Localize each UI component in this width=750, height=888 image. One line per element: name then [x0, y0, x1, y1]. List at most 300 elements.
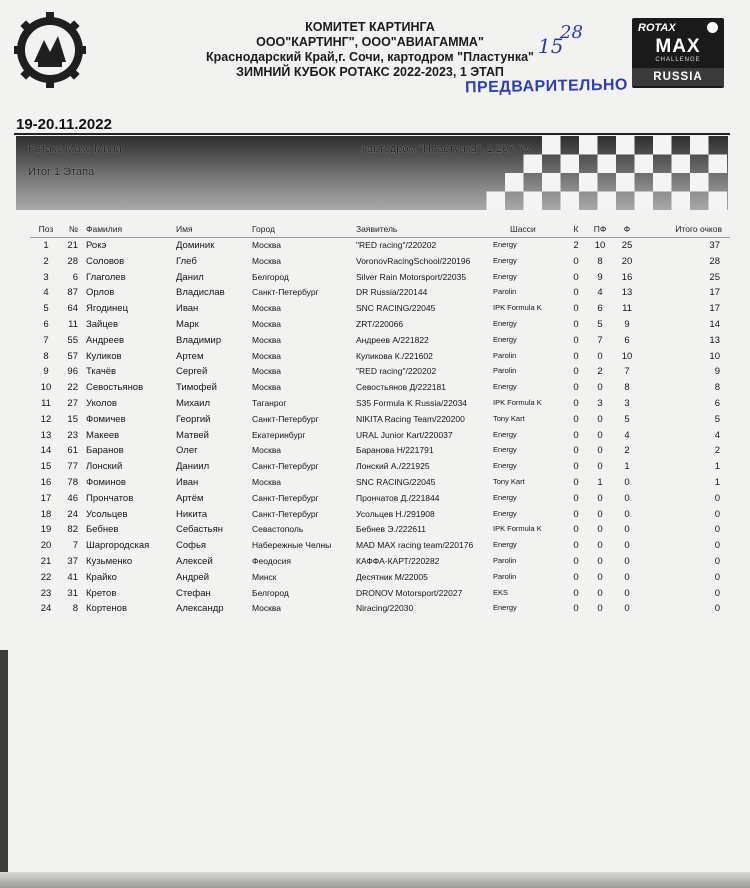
- cell-pos: 14: [40, 445, 52, 457]
- cell-pf: 3: [597, 397, 603, 409]
- cell-num: 57: [67, 350, 78, 362]
- table-header: [30, 224, 730, 238]
- table-row: [30, 477, 730, 493]
- cell-total: 0: [714, 492, 720, 504]
- cell-city: Санкт-Петербург: [252, 287, 319, 298]
- cell-pf: 0: [597, 413, 603, 425]
- cell-chassis: Energy: [493, 334, 517, 344]
- cell-surname: Фомичев: [86, 413, 126, 425]
- table-row: [30, 414, 730, 430]
- cell-total: 17: [709, 303, 720, 315]
- cell-surname: Ягодинец: [86, 303, 129, 315]
- cell-num: 64: [67, 303, 78, 315]
- cell-city: Таганрог: [252, 397, 287, 408]
- cell-surname: Кузьменко: [86, 555, 133, 567]
- cell-city: Москва: [252, 350, 282, 361]
- cell-num: 6: [72, 271, 78, 283]
- cell-pf: 9: [597, 271, 603, 283]
- cell-surname: Соловов: [86, 255, 125, 267]
- cell-f: 25: [621, 240, 633, 251]
- cell-pf: 1: [597, 476, 603, 488]
- cell-chassis: Energy: [493, 508, 517, 518]
- col-k: К: [573, 224, 579, 234]
- table-row: [30, 572, 730, 588]
- rotax-challenge: CHALLENGE: [655, 57, 701, 63]
- cell-entrant: SNC RACING/22045: [356, 476, 436, 487]
- col-pf: ПФ: [593, 224, 607, 234]
- cell-pos: 12: [40, 413, 52, 425]
- cell-total: 25: [709, 271, 720, 283]
- cell-k: 0: [573, 334, 579, 346]
- cell-surname: Ткачёв: [86, 366, 117, 378]
- cell-entrant: Прончатов Д./221844: [356, 492, 440, 503]
- rotax-max: MAX: [655, 36, 701, 57]
- cell-k: 0: [573, 303, 579, 315]
- cell-total: 0: [714, 571, 720, 583]
- document-header: [170, 20, 570, 80]
- header-line-3: Краснодарский Край,г. Сочи, картодром "Пластунка": [206, 50, 534, 64]
- cell-total: 10: [709, 350, 720, 362]
- cell-surname: Севостьянов: [86, 382, 144, 394]
- cell-name: Артем: [176, 350, 204, 362]
- cell-pf: 0: [597, 524, 603, 536]
- cell-num: 77: [67, 461, 78, 473]
- background-edge: [0, 650, 8, 888]
- table-row: [30, 445, 730, 461]
- cell-chassis: Parolin: [493, 366, 517, 376]
- cell-entrant: DR Russia/220144: [356, 287, 428, 298]
- cell-k: 0: [573, 287, 579, 299]
- cell-k: 0: [573, 540, 579, 552]
- cell-k: 0: [573, 429, 579, 441]
- cell-k: 0: [573, 366, 579, 378]
- cell-surname: Андреев: [86, 334, 125, 346]
- cell-total: 9: [714, 366, 720, 378]
- cell-pos: 13: [40, 429, 52, 441]
- cell-pos: 18: [40, 508, 52, 520]
- cell-city: Набережные Челны: [252, 540, 332, 551]
- cell-entrant: Андреев А/221822: [356, 334, 429, 345]
- cell-k: 0: [573, 397, 579, 409]
- cell-name: Алексей: [176, 555, 213, 567]
- cell-entrant: MAD MAX racing team/220176: [356, 540, 474, 551]
- cell-city: Санкт-Петербург: [252, 461, 319, 472]
- cell-k: 0: [573, 587, 579, 599]
- cell-name: Доминик: [176, 240, 215, 251]
- cell-name: Владислав: [176, 287, 225, 299]
- cell-pf: 0: [597, 445, 603, 457]
- table-row: [30, 398, 730, 414]
- cell-entrant: URAL Junior Kart/220037: [356, 429, 453, 440]
- results-table: [30, 224, 730, 619]
- cell-num: 22: [67, 382, 78, 394]
- col-f: Ф: [623, 224, 631, 234]
- cell-pos: 8: [43, 350, 49, 362]
- cell-name: Александр: [176, 603, 224, 615]
- cell-pf: 0: [597, 492, 603, 504]
- cell-surname: Кретов: [86, 587, 117, 599]
- cell-total: 1: [714, 461, 720, 473]
- table-row: [30, 603, 730, 619]
- cell-f: 0: [624, 508, 630, 520]
- table-row: [30, 272, 730, 288]
- cell-num: 87: [67, 287, 78, 299]
- cell-surname: Бебнев: [86, 524, 119, 536]
- cell-name: Глеб: [176, 255, 197, 267]
- cell-num: 27: [67, 397, 78, 409]
- rotax-country: RUSSIA: [632, 68, 724, 86]
- cell-pf: 0: [597, 540, 603, 552]
- cell-city: Минск: [252, 571, 277, 582]
- cell-pos: 21: [40, 555, 52, 567]
- cell-entrant: Баранова Н/221791: [356, 445, 434, 456]
- cell-entrant: Niracing/22030: [356, 603, 414, 614]
- cell-k: 0: [573, 255, 579, 267]
- cell-chassis: Tony Kart: [493, 476, 525, 486]
- cell-entrant: КАФФА-КАРТ/220282: [356, 555, 440, 566]
- cell-pf: 2: [597, 366, 603, 378]
- table-row: [30, 461, 730, 477]
- cell-chassis: Parolin: [493, 287, 517, 297]
- table-row: [30, 524, 730, 540]
- cell-entrant: Куликова К./221602: [356, 350, 433, 361]
- cell-pos: 16: [40, 476, 52, 488]
- cell-pos: 7: [43, 334, 49, 346]
- cell-f: 10: [621, 350, 633, 362]
- cell-f: 20: [621, 255, 633, 267]
- table-row: [30, 430, 730, 446]
- cell-total: 13: [709, 334, 720, 346]
- table-row: [30, 556, 730, 572]
- cell-entrant: Севостьянов Д/222181: [356, 382, 446, 393]
- cell-total: 0: [714, 555, 720, 567]
- cell-k: 0: [573, 271, 579, 283]
- cell-pf: 0: [597, 603, 603, 615]
- cell-pos: 3: [43, 271, 49, 283]
- cell-pf: 4: [597, 287, 603, 299]
- class-name: Ротакс Макс Мини: [28, 143, 122, 155]
- cell-name: Иван: [176, 476, 199, 488]
- cell-total: 28: [709, 255, 720, 267]
- col-surname: Фамилия: [86, 224, 123, 234]
- cell-pos: 11: [41, 397, 51, 409]
- cell-name: Андрей: [176, 571, 209, 583]
- class-banner: [16, 136, 728, 210]
- cell-chassis: Energy: [493, 318, 517, 328]
- handwritten-number-1: 15: [538, 34, 564, 58]
- cell-pf: 0: [597, 350, 603, 362]
- cell-k: 0: [573, 445, 579, 457]
- cell-pf: 0: [597, 587, 603, 599]
- rotax-brand: ROTAX: [638, 22, 676, 34]
- cell-surname: Макеев: [86, 429, 120, 441]
- col-entrant: Заявитель: [356, 224, 398, 234]
- cell-city: Москва: [252, 240, 282, 250]
- cell-total: 2: [714, 445, 720, 457]
- cell-pf: 0: [597, 571, 603, 583]
- cell-chassis: Energy: [493, 540, 517, 550]
- cell-num: 8: [72, 603, 78, 615]
- event-date: 19-20.11.2022: [16, 116, 112, 133]
- cell-name: Марк: [176, 318, 199, 330]
- preliminary-stamp: ПРЕДВАРИТЕЛЬНО: [464, 76, 629, 97]
- cell-k: 0: [573, 413, 579, 425]
- table-row: [30, 493, 730, 509]
- cell-total: 0: [714, 508, 720, 520]
- cell-chassis: Energy: [493, 240, 517, 249]
- cell-pf: 5: [597, 318, 603, 330]
- cell-num: 46: [67, 492, 78, 504]
- cell-surname: Фоминов: [86, 476, 126, 488]
- cell-total: 14: [709, 318, 720, 330]
- cell-entrant: Бебнев Э./222611: [356, 524, 426, 535]
- cell-chassis: Energy: [493, 429, 517, 439]
- cell-k: 0: [573, 350, 579, 362]
- table-body: [30, 240, 730, 619]
- cell-name: Иван: [176, 303, 199, 315]
- cell-name: Олег: [176, 445, 198, 457]
- cell-pos: 17: [40, 492, 52, 504]
- cell-f: 0: [624, 492, 630, 504]
- cell-city: Москва: [252, 382, 282, 393]
- cell-f: 0: [624, 571, 630, 583]
- cell-k: 0: [573, 461, 579, 473]
- table-row: [30, 335, 730, 351]
- cell-entrant: SNC RACING/22045: [356, 303, 436, 314]
- cell-num: 21: [67, 240, 78, 251]
- cell-city: Белгород: [252, 587, 289, 598]
- cell-surname: Баранов: [86, 445, 124, 457]
- cell-total: 4: [714, 429, 720, 441]
- paper-bottom-edge: [0, 872, 750, 888]
- cell-f: 13: [621, 287, 633, 299]
- cell-num: 28: [67, 255, 78, 267]
- cell-surname: Глаголев: [86, 271, 126, 283]
- cell-num: 24: [67, 508, 78, 520]
- cell-num: 37: [67, 555, 78, 567]
- cell-num: 41: [67, 571, 78, 583]
- cell-f: 1: [624, 461, 630, 473]
- table-row: [30, 256, 730, 272]
- cell-chassis: Tony Kart: [493, 413, 525, 423]
- table-row: [30, 540, 730, 556]
- cell-city: Екатеринбург: [252, 429, 306, 440]
- cell-city: Москва: [252, 255, 282, 266]
- cell-k: 0: [573, 492, 579, 504]
- cell-entrant: Усольцев Н./291908: [356, 508, 435, 519]
- header-divider: [14, 133, 730, 135]
- cell-entrant: "RED racing"/220202: [356, 366, 437, 377]
- cell-f: 7: [624, 366, 630, 378]
- cell-name: Матвей: [176, 429, 209, 441]
- cell-total: 0: [714, 587, 720, 599]
- cell-name: Сергей: [176, 366, 208, 378]
- cell-f: 0: [624, 476, 630, 488]
- cell-f: 0: [624, 555, 630, 567]
- cell-surname: Прончатов: [86, 492, 134, 504]
- cell-pos: 15: [40, 461, 52, 473]
- cell-f: 0: [624, 587, 630, 599]
- cell-city: Феодосия: [252, 555, 292, 566]
- cell-total: 8: [714, 382, 720, 394]
- col-total: Итого очков: [675, 224, 722, 234]
- cell-k: 0: [573, 476, 579, 488]
- cell-chassis: Parolin: [493, 555, 517, 565]
- cell-chassis: Energy: [493, 445, 517, 455]
- cell-name: Никита: [176, 508, 208, 520]
- cell-pf: 0: [597, 555, 603, 567]
- cell-chassis: IPK Formula K: [493, 524, 542, 534]
- cell-pos: 5: [43, 303, 49, 315]
- rotax-max-challenge-logo: [632, 18, 724, 88]
- cell-k: 2: [573, 240, 579, 251]
- rotax-emblem-icon: [707, 22, 718, 33]
- cell-chassis: Energy: [493, 382, 517, 392]
- table-row: [30, 366, 730, 382]
- table-row: [30, 509, 730, 525]
- header-line-1: КОМИТЕТ КАРТИНГА: [305, 20, 435, 34]
- cell-name: Георгий: [176, 413, 211, 425]
- cell-entrant: NIKITA Racing Team/220200: [356, 413, 465, 424]
- cell-f: 0: [624, 540, 630, 552]
- cell-f: 16: [621, 271, 633, 283]
- handwritten-number-2: 28: [560, 22, 583, 43]
- cell-f: 5: [624, 413, 630, 425]
- cell-entrant: "RED racing"/220202: [356, 240, 437, 250]
- cell-k: 0: [573, 508, 579, 520]
- cell-pos: 20: [40, 540, 52, 552]
- cell-total: 6: [714, 397, 720, 409]
- cell-city: Санкт-Петербург: [252, 413, 319, 424]
- col-num: №: [68, 224, 78, 234]
- cell-pf: 0: [597, 429, 603, 441]
- table-row: [30, 351, 730, 367]
- cell-pos: 22: [40, 571, 52, 583]
- cell-chassis: Energy: [493, 492, 517, 502]
- cell-pos: 23: [40, 587, 52, 599]
- cell-pf: 0: [597, 508, 603, 520]
- cell-pos: 6: [43, 318, 49, 330]
- cell-chassis: Parolin: [493, 571, 517, 581]
- cell-entrant: S35 Formula K Russia/22034: [356, 397, 468, 408]
- cell-name: Владимир: [176, 334, 222, 346]
- cell-f: 8: [624, 382, 630, 394]
- cell-surname: Шаргородская: [86, 540, 150, 552]
- cell-city: Белгород: [252, 271, 289, 282]
- cell-f: 4: [624, 429, 630, 441]
- cell-surname: Крайко: [86, 571, 117, 583]
- cell-pos: 24: [40, 603, 52, 615]
- cell-city: Москва: [252, 366, 282, 377]
- cell-chassis: Energy: [493, 461, 517, 471]
- cell-num: 96: [67, 366, 78, 378]
- cell-pf: 7: [597, 334, 603, 346]
- cell-pf: 0: [597, 461, 603, 473]
- cell-chassis: Energy: [493, 603, 517, 613]
- cell-num: 78: [67, 476, 78, 488]
- cell-name: Тимофей: [176, 382, 217, 394]
- cell-total: 5: [714, 413, 720, 425]
- cell-surname: Кортенов: [86, 603, 127, 615]
- cell-entrant: Десятник М/22005: [356, 571, 428, 582]
- col-chassis: Шасси: [510, 224, 536, 234]
- cell-num: 11: [68, 318, 78, 330]
- cell-pos: 9: [43, 366, 49, 378]
- cell-pos: 1: [43, 240, 49, 251]
- cell-f: 6: [624, 334, 630, 346]
- cell-k: 0: [573, 318, 579, 330]
- header-line-4: ЗИМНИЙ КУБОК РОТАКС 2022-2023, 1 ЭТАП: [236, 65, 504, 79]
- cell-f: 2: [624, 445, 630, 457]
- cell-name: Данил: [176, 271, 204, 283]
- cell-city: Москва: [252, 445, 282, 456]
- cell-name: Стефан: [176, 587, 211, 599]
- cell-surname: Уколов: [86, 397, 117, 409]
- cell-city: Севастополь: [252, 524, 304, 535]
- cell-surname: Орлов: [86, 287, 115, 299]
- table-row: [30, 303, 730, 319]
- cell-chassis: Parolin: [493, 350, 517, 360]
- cell-pf: 8: [597, 255, 603, 267]
- cell-surname: Зайцев: [86, 318, 118, 330]
- cell-surname: Усольцев: [86, 508, 128, 520]
- cell-f: 9: [624, 318, 630, 330]
- cell-pf: 0: [597, 382, 603, 394]
- cell-entrant: VoronovRacingSchool/220196: [356, 255, 471, 266]
- cell-total: 0: [714, 603, 720, 615]
- karting-committee-logo-icon: [14, 12, 86, 88]
- cell-entrant: Лонский А./221925: [356, 461, 430, 472]
- cell-entrant: ZRT/220066: [356, 318, 404, 329]
- cell-f: 3: [624, 397, 630, 409]
- cell-entrant: Silver Rain Motorsport/22035: [356, 271, 467, 282]
- table-row: [30, 240, 730, 256]
- cell-name: Софья: [176, 540, 207, 552]
- cell-chassis: IPK Formula K: [493, 397, 542, 407]
- cell-pos: 19: [40, 524, 52, 536]
- checkered-flag-icon: [468, 136, 728, 210]
- cell-total: 37: [709, 240, 720, 251]
- cell-total: 0: [714, 524, 720, 536]
- cell-chassis: EKS: [493, 587, 509, 597]
- cell-name: Даниил: [176, 461, 210, 473]
- cell-pos: 4: [43, 287, 49, 299]
- col-pos: Поз: [38, 224, 54, 234]
- cell-surname: Куликов: [86, 350, 122, 362]
- cell-city: Москва: [252, 603, 282, 614]
- cell-num: 55: [67, 334, 78, 346]
- cell-city: Санкт-Петербург: [252, 492, 319, 503]
- cell-k: 0: [573, 382, 579, 394]
- cell-k: 0: [573, 571, 579, 583]
- cell-num: 61: [67, 445, 78, 457]
- cell-name: Михаил: [176, 397, 210, 409]
- cell-total: 1: [714, 476, 720, 488]
- cell-total: 0: [714, 540, 720, 552]
- cell-k: 0: [573, 603, 579, 615]
- table-row: [30, 319, 730, 335]
- table-row: [30, 382, 730, 398]
- cell-name: Артём: [176, 492, 204, 504]
- cell-city: Москва: [252, 334, 282, 345]
- cell-num: 23: [67, 429, 78, 441]
- col-name: Имя: [176, 224, 193, 234]
- cell-k: 0: [573, 524, 579, 536]
- cell-total: 17: [709, 287, 720, 299]
- cell-num: 15: [67, 413, 78, 425]
- header-line-2: ООО"КАРТИНГ", ООО"АВИАГАММА": [256, 35, 484, 49]
- cell-f: 0: [624, 524, 630, 536]
